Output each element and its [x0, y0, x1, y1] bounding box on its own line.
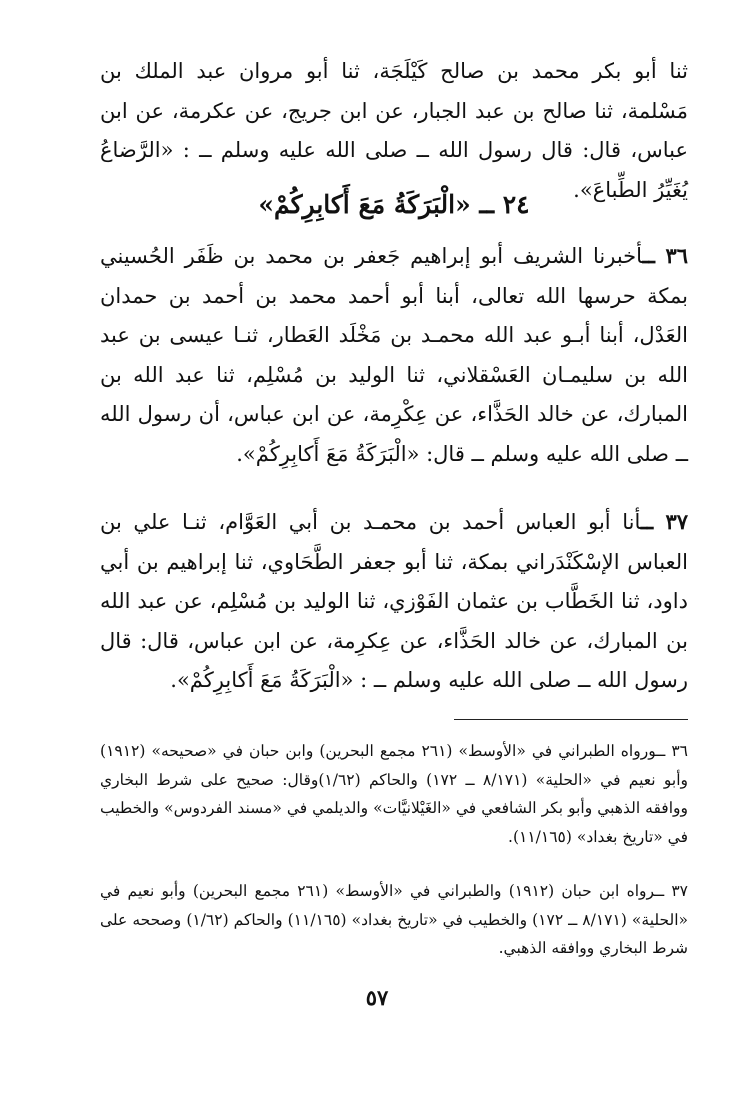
hadith-36-text: أخبرنا الشريف أبو إبراهيم جَعفر بن محمد بن ظَفَر الحُسيني بمكة حرسها الله تعالى، أبنا أبو أحمد محمد بن أحمد بن حمدان العَدْل، أبنا أبـو عبد الله محمـد بن مَخْلَد العَطار، ثنـا عيسى بن عبد الله بن سليمـان العَسْقلاني، ثنا الوليد بن مُسْلِم، ثنا عبد الله بن المبارك، عن خالد الحَذَّاء، عن عِكْرِمة، عن ابن عباس، أن رسول الله ــ صلى الله عليه وسلم ــ قال: «الْبَرَكَةُ مَعَ أَكابِرِكُمْ». [100, 244, 688, 466]
section-heading: ٢٤ ــ «الْبَرَكَةُ مَعَ أَكابِرِكُمْ» [258, 190, 530, 219]
page-number: ٥٧ [365, 985, 389, 1010]
hadith-36-paragraph [100, 236, 688, 474]
hadith-37-paragraph [100, 502, 688, 701]
footnote-37-text: رواه ابن حبان (١٩١٢) والطبراني في «الأوسط» (٢٦١ مجمع البحرين) وأبو نعيم في «الحلية» (٨/١٧١ ــ ١٧٢) والخطيب في «تاريخ بغداد» (١١/١٦٥) والحاكم (١/٦٢) وصححه على شرط البخاري ووافقه الذهبي. [100, 882, 689, 957]
footnote-36-number: ٣٦ ــ [656, 742, 689, 760]
hadith-37-text: أنا أبو العباس أحمد بن محمـد بن أبي العَوَّام، ثنـا علي بن العباس الإسْكَنْدَراني بمكة، ثنا أبو جعفر الطَّحَاوي، ثنا إبراهيم بن أبي داود، ثنا الخَطَّاب بن عثمان الفَوْزي، ثنا الوليد بن مُسْلِم، عن عبد الله بن المبارك، عن خالد الحَذَّاء، عن عِكرِمة، عن ابن عباس، قال: قال رسول الله ــ صلى الله عليه وسلم ــ : «الْبَرَكَةُ مَعَ أَكابِرِكُمْ». [100, 510, 688, 692]
footnote-36-text: ورواه الطبراني في «الأوسط» (٢٦١ مجمع البحرين) وابن حبان في «صحيحه» (١٩١٢) وأبو نعيم في «الحلية» (٨/١٧١ ــ ١٧٢) والحاكم (١/٦٢)وقال: صحيح على شرط البخاري ووافقه الذهبي وأبو بكر الشافعي في «الغَيْلانيَّات» والديلمي في «مسند الفردوس» والخطيب في «تاريخ بغداد» (١١/١٦٥). [100, 742, 688, 846]
hadith-36-number: ٣٦ ــ [642, 243, 688, 268]
footnote-divider [454, 719, 688, 720]
hadith-37-number: ٣٧ ــ [640, 509, 688, 534]
footnote-37 [100, 877, 688, 963]
footnote-37-number: ٣٧ ــ [655, 882, 688, 900]
footnote-36 [100, 737, 688, 851]
paragraph-continuation: ثنا أبو بكر محمد بن صالح كَيْلَجَة، ثنا أبو مروان عبد الملك بن مَسْلمة، ثنا صالح بن عبد الجبار، عن ابن جريج، عن عكرمة، عن ابن عباس، قال: قال رسول الله ــ صلى الله عليه وسلم ــ : «الرَّضاعُ يُغَيِّرُ الطِّباعَ». [100, 59, 688, 202]
